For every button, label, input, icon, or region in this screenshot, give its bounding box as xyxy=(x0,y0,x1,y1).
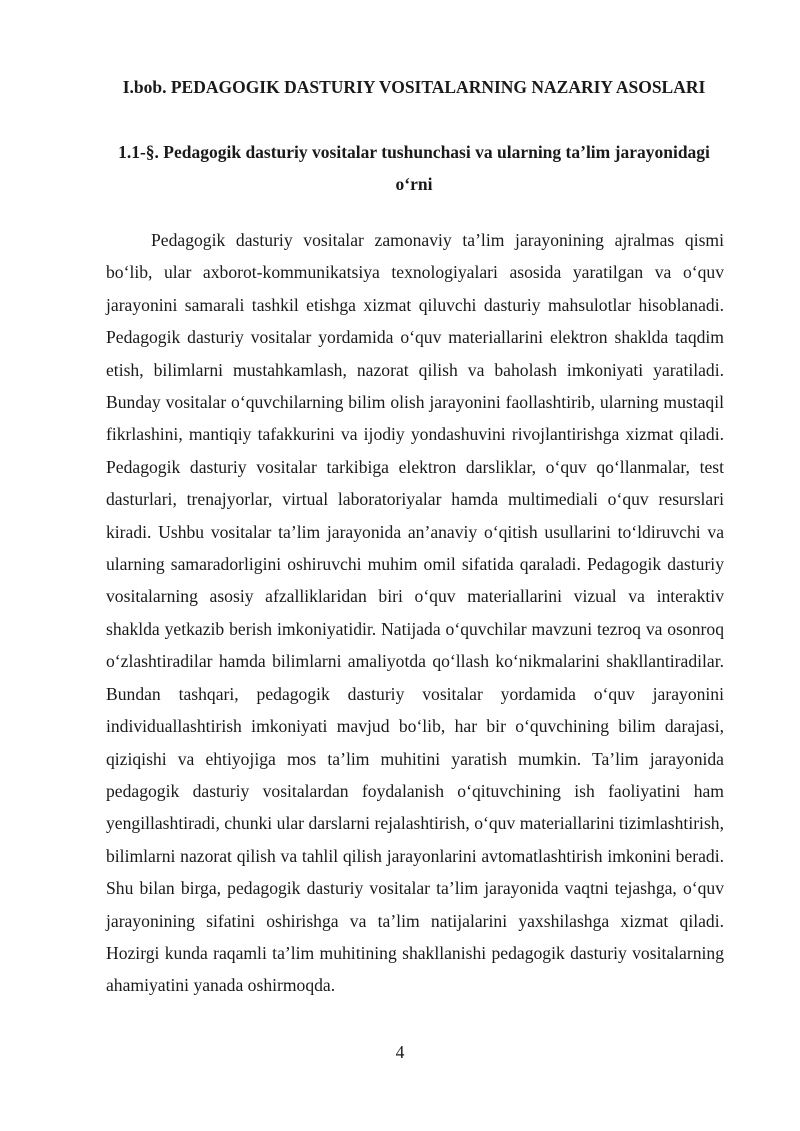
section-title: 1.1-§. Pedagogik dasturiy vositalar tushunchasi va ularning ta’lim jarayonidagi o‘rni xyxy=(118,142,710,194)
page-number: 4 xyxy=(395,1042,405,1062)
body-paragraph: Pedagogik dasturiy vositalar zamonaviy ta’lim jarayonining ajralmas qismi bo‘lib, ular axborot-kommunikatsiya texnologiyalari asosida yaratilgan va o‘quv jarayonini samarali tashkil etishga xizmat qiluvchi dasturiy mahsulotlar hisoblanadi. Pedagogik dasturiy vositalar yordamida o‘quv materiallarini elektron shaklda taqdim etish, bilimlarni mustahkamlash, nazorat qilish va baholash imkoniyati yaratiladi. Bunday vositalar o‘quvchilarning bilim olish jarayonini faollashtirib, ularning mustaqil fikrlashini, mantiqiy tafakkurini va ijodiy yondashuvini rivojlantirishga xizmat qiladi. Pedagogik dasturiy vositalar tarkibiga elektron darsliklar, o‘quv qo‘llanmalar, test dasturlari, trenajyorlar, virtual laboratoriyalar hamda multimediali o‘quv resurslari kiradi. Ushbu vositalar ta’lim jarayonida an’anaviy o‘qitish usullarini to‘ldiruvchi va ularning samaradorligini oshiruvchi muhim omil sifatida qaraladi. Pedagogik dasturiy vositalarning asosiy afzalliklaridan biri o‘quv materiallarini vizual va interaktiv shaklda yetkazib berish imkoniyatidir. Natijada o‘quvchilar mavzuni tezroq va osonroq o‘zlashtiradilar hamda bilimlarni amaliyotda qo‘llash ko‘nikmalarini shakllantiradilar. Bundan tashqari, pedagogik dasturiy vositalar yordamida o‘quv jarayonini individuallashtirish imkoniyati mavjud bo‘lib, har bir o‘quvchining bilim darajasi, qiziqishi va ehtiyojiga mos ta’lim muhitini yaratish mumkin. Ta’lim jarayonida pedagogik dasturiy vositalardan foydalanish o‘qituvchining ish faoliyatini ham yengillashtiradi, chunki ular darslarni rejalashtirish, o‘quv materiallarini tizimlashtirish, bilimlarni nazorat qilish va tahlil qilish jarayonlarini avtomatlashtirish imkonini beradi. Shu bilan birga, pedagogik dasturiy vositalar ta’lim jarayonida vaqtni tejashga, o‘quv jarayonining sifatini oshirishga va ta’lim natijalarini yaxshilashga xizmat qiladi. Hozirgi kunda raqamli ta’lim muhitining shakllanishi pedagogik dasturiy vositalarning ahamiyatini yanada oshirmoqda. xyxy=(106,230,724,996)
chapter-title: I.bob. PEDAGOGIK DASTURIY VOSITALARNING NAZARIY ASOSLARI xyxy=(122,77,706,97)
